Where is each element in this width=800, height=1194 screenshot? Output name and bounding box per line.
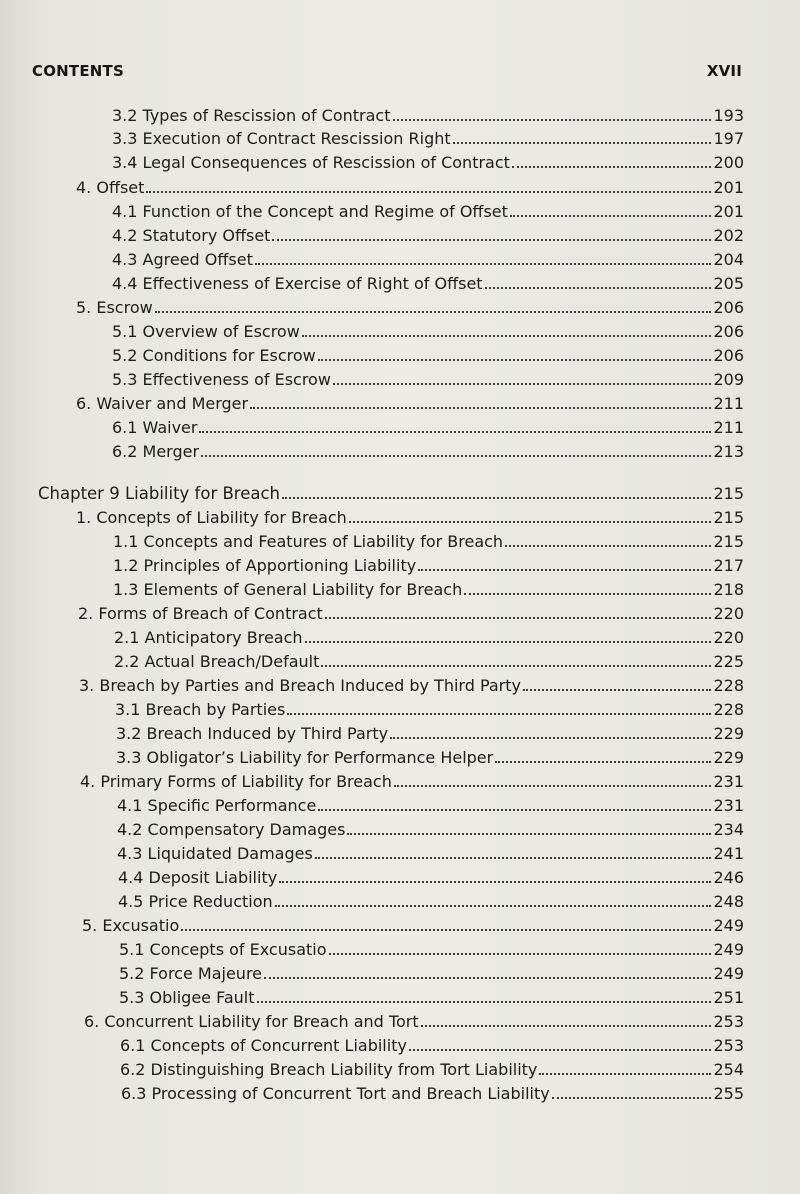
toc-entry <box>112 440 744 463</box>
dot-leader <box>199 431 711 433</box>
toc-entry-title: 6. Concurrent Liability for Breach and Tort <box>84 1012 419 1031</box>
toc-entry <box>112 151 744 174</box>
toc-entry-title: 5.3 Effectiveness of Escrow <box>112 370 331 389</box>
toc-entry <box>112 248 744 271</box>
toc-entry-title: 2.2 Actual Breach/Default <box>114 652 320 671</box>
toc-entry-page: 211 <box>713 418 744 437</box>
dot-leader <box>349 521 712 523</box>
toc-entry-title: 5. Escrow <box>76 298 153 317</box>
header-title: CONTENTS <box>32 62 124 80</box>
toc-entry <box>82 914 744 937</box>
toc-entry <box>120 1034 744 1057</box>
toc-entry-page: 229 <box>713 724 744 743</box>
toc-entry <box>76 296 744 319</box>
dot-leader <box>155 311 712 313</box>
toc-entry <box>119 986 744 1009</box>
toc-entry <box>114 626 744 649</box>
toc-entry-page: 231 <box>713 772 744 791</box>
toc-entry <box>112 344 744 367</box>
toc-entry-title: 2.1 Anticipatory Breach <box>114 628 303 647</box>
toc-entry-title: 6.2 Distinguishing Breach Liability from Tort Liability <box>120 1060 538 1079</box>
toc-entry-page: 249 <box>713 964 744 983</box>
toc-entry-title: 4.3 Liquidated Damages <box>117 844 313 863</box>
dot-leader <box>257 1001 712 1003</box>
toc-entry-title: 3.2 Breach Induced by Third Party <box>116 724 389 743</box>
dot-leader <box>279 881 711 883</box>
toc-entry-page: 215 <box>713 532 744 551</box>
toc-entry <box>112 368 744 391</box>
toc-entry-page: 255 <box>713 1084 744 1103</box>
toc-entry <box>118 866 744 889</box>
toc-entry-title: 3.3 Execution of Contract Rescission Right <box>112 129 451 148</box>
dot-leader <box>453 142 712 144</box>
dot-leader <box>464 593 711 595</box>
toc-entry-page: 249 <box>713 916 744 935</box>
toc-entry-title: 3.3 Obligator’s Liability for Performance Helper <box>116 748 494 767</box>
toc-entry-page: 209 <box>713 370 744 389</box>
toc-entry-title: 2. Forms of Breach of Contract <box>78 604 323 623</box>
dot-leader <box>318 359 712 361</box>
toc-entry-page: 228 <box>713 676 744 695</box>
toc-entry-title: 1.1 Concepts and Features of Liability for Breach <box>113 532 504 551</box>
toc-entry-page: 241 <box>713 844 744 863</box>
dot-leader <box>318 809 711 811</box>
dot-leader <box>409 1049 712 1051</box>
dot-leader <box>264 977 711 979</box>
dot-leader <box>347 833 711 835</box>
toc-entry <box>119 962 744 985</box>
toc-entry-title: 4.4 Effectiveness of Exercise of Right of Offset <box>112 274 483 293</box>
toc-entry-title: 5.2 Force Majeure <box>119 964 263 983</box>
toc-entry <box>80 770 744 793</box>
toc-entry <box>116 746 744 769</box>
dot-leader <box>315 857 712 859</box>
toc-entry <box>113 554 744 577</box>
toc-entry-page: 249 <box>713 940 744 959</box>
toc-entry <box>112 272 744 295</box>
dot-leader <box>485 287 712 289</box>
toc-entry-page: 228 <box>713 700 744 719</box>
toc-entry-title: 3. Breach by Parties and Breach Induced by Third Party <box>79 676 521 695</box>
dot-leader <box>333 383 712 385</box>
dot-leader <box>421 1025 712 1027</box>
toc-entry-title: 4.2 Compensatory Damages <box>117 820 346 839</box>
header-page-number: XVII <box>706 62 742 80</box>
toc-entry-title: 6.2 Merger <box>112 442 200 461</box>
toc-entry-page: 201 <box>713 202 744 221</box>
dot-leader <box>275 905 712 907</box>
dot-leader <box>146 191 711 193</box>
toc-entry-page: 206 <box>713 346 744 365</box>
toc-entry-page: 254 <box>713 1060 744 1079</box>
dot-leader <box>250 407 711 409</box>
toc-entry <box>115 698 744 721</box>
toc-entry <box>120 1058 744 1081</box>
toc-entry-page: 193 <box>713 106 744 125</box>
toc-entry-title: 3.2 Types of Rescission of Contract <box>112 106 391 125</box>
toc-entry-title: 4.1 Function of the Concept and Regime of Offset <box>112 202 508 221</box>
toc-entry-title: 4. Primary Forms of Liability for Breach <box>80 772 392 791</box>
toc-entry-page: 217 <box>713 556 744 575</box>
toc-entry <box>112 416 744 439</box>
dot-leader <box>305 641 712 643</box>
dot-leader <box>505 545 711 547</box>
dot-leader <box>523 689 711 691</box>
toc-entry-page: 202 <box>713 226 744 245</box>
toc-entry <box>112 104 744 127</box>
toc-entry <box>112 200 744 223</box>
dot-leader <box>201 455 711 457</box>
toc-entry <box>119 938 744 961</box>
dot-leader <box>287 713 711 715</box>
toc-entry <box>78 602 744 625</box>
toc-entry <box>117 818 744 841</box>
toc-entry-title: Chapter 9 Liability for Breach <box>38 484 281 503</box>
toc-entry-page: 220 <box>713 628 744 647</box>
toc-entry <box>38 482 744 505</box>
dot-leader <box>512 166 712 168</box>
page-header <box>32 62 742 84</box>
dot-leader <box>302 335 712 337</box>
toc-entry <box>112 127 744 150</box>
toc-entry-title: 3.4 Legal Consequences of Rescission of Contract <box>112 153 510 172</box>
toc-entry <box>121 1082 744 1105</box>
toc-entry-title: 4.1 Specific Performance <box>117 796 317 815</box>
toc-entry-page: 215 <box>713 508 744 527</box>
dot-leader <box>181 929 711 931</box>
toc-entry-title: 4.3 Agreed Offset <box>112 250 253 269</box>
dot-leader <box>321 665 711 667</box>
toc-entry-title: 6. Waiver and Merger <box>76 394 249 413</box>
toc-entry <box>76 176 744 199</box>
dot-leader <box>329 953 712 955</box>
toc-entry-title: 5.3 Obligee Fault <box>119 988 255 1007</box>
toc-entry-title: 6.1 Waiver <box>112 418 198 437</box>
toc-entry-title: 1.2 Principles of Apportioning Liability <box>113 556 417 575</box>
toc-entry-page: 215 <box>713 484 744 503</box>
toc-entry-title: 4.5 Price Reduction <box>118 892 273 911</box>
toc-entry-page: 211 <box>713 394 744 413</box>
toc-entry-title: 4.2 Statutory Offset <box>112 226 271 245</box>
dot-leader <box>539 1073 711 1075</box>
toc-entry-title: 5.1 Overview of Escrow <box>112 322 300 341</box>
toc-entry-page: 253 <box>713 1036 744 1055</box>
toc-entry-page: 248 <box>713 892 744 911</box>
dot-leader <box>272 239 711 241</box>
toc-entry <box>118 890 744 913</box>
toc-entry <box>112 224 744 247</box>
toc-entry-page: 200 <box>713 153 744 172</box>
toc-entry-title: 4.4 Deposit Liability <box>118 868 278 887</box>
toc-entry-page: 205 <box>713 274 744 293</box>
toc-entry-page: 229 <box>713 748 744 767</box>
dot-leader <box>495 761 711 763</box>
toc-entry <box>117 794 744 817</box>
toc-entry-title: 1. Concepts of Liability for Breach <box>76 508 347 527</box>
toc-entry-title: 5.1 Concepts of Excusatio <box>119 940 327 959</box>
toc-entry-title: 5. Excusatio <box>82 916 180 935</box>
toc-entry <box>116 722 744 745</box>
toc-entry-page: 197 <box>713 129 744 148</box>
toc-entry-title: 6.3 Processing of Concurrent Tort and Breach Liability <box>121 1084 550 1103</box>
toc-entry-page: 246 <box>713 868 744 887</box>
toc-entry <box>114 650 744 673</box>
dot-leader <box>390 737 711 739</box>
toc-entry-page: 206 <box>713 298 744 317</box>
dot-leader <box>394 785 712 787</box>
dot-leader <box>255 263 712 265</box>
toc-entry-page: 204 <box>713 250 744 269</box>
toc-entry-page: 220 <box>713 604 744 623</box>
toc-entry-title: 1.3 Elements of General Liability for Breach <box>113 580 463 599</box>
toc-entry <box>76 392 744 415</box>
toc-entry-page: 201 <box>713 178 744 197</box>
toc-entry-page: 251 <box>713 988 744 1007</box>
toc-entry-page: 231 <box>713 796 744 815</box>
toc-entry <box>113 578 744 601</box>
toc-entry-page: 234 <box>713 820 744 839</box>
toc-entry <box>117 842 744 865</box>
toc-entry-page: 218 <box>713 580 744 599</box>
dot-leader <box>418 569 711 571</box>
toc-entry-page: 225 <box>713 652 744 671</box>
toc-entry-page: 206 <box>713 322 744 341</box>
toc-entry <box>113 530 744 553</box>
dot-leader <box>325 617 712 619</box>
toc-entry <box>112 320 744 343</box>
dot-leader <box>552 1097 712 1099</box>
toc-entry <box>84 1010 744 1033</box>
toc-entry-title: 6.1 Concepts of Concurrent Liability <box>120 1036 407 1055</box>
toc-entry-page: 253 <box>713 1012 744 1031</box>
toc-entry <box>79 674 744 697</box>
dot-leader <box>393 119 712 121</box>
toc-entry-title: 4. Offset <box>76 178 145 197</box>
toc-entry-page: 213 <box>713 442 744 461</box>
dot-leader <box>282 497 711 499</box>
toc-entry-title: 5.2 Conditions for Escrow <box>112 346 316 365</box>
toc-entry <box>76 506 744 529</box>
dot-leader <box>510 215 712 217</box>
toc-entry-title: 3.1 Breach by Parties <box>115 700 286 719</box>
